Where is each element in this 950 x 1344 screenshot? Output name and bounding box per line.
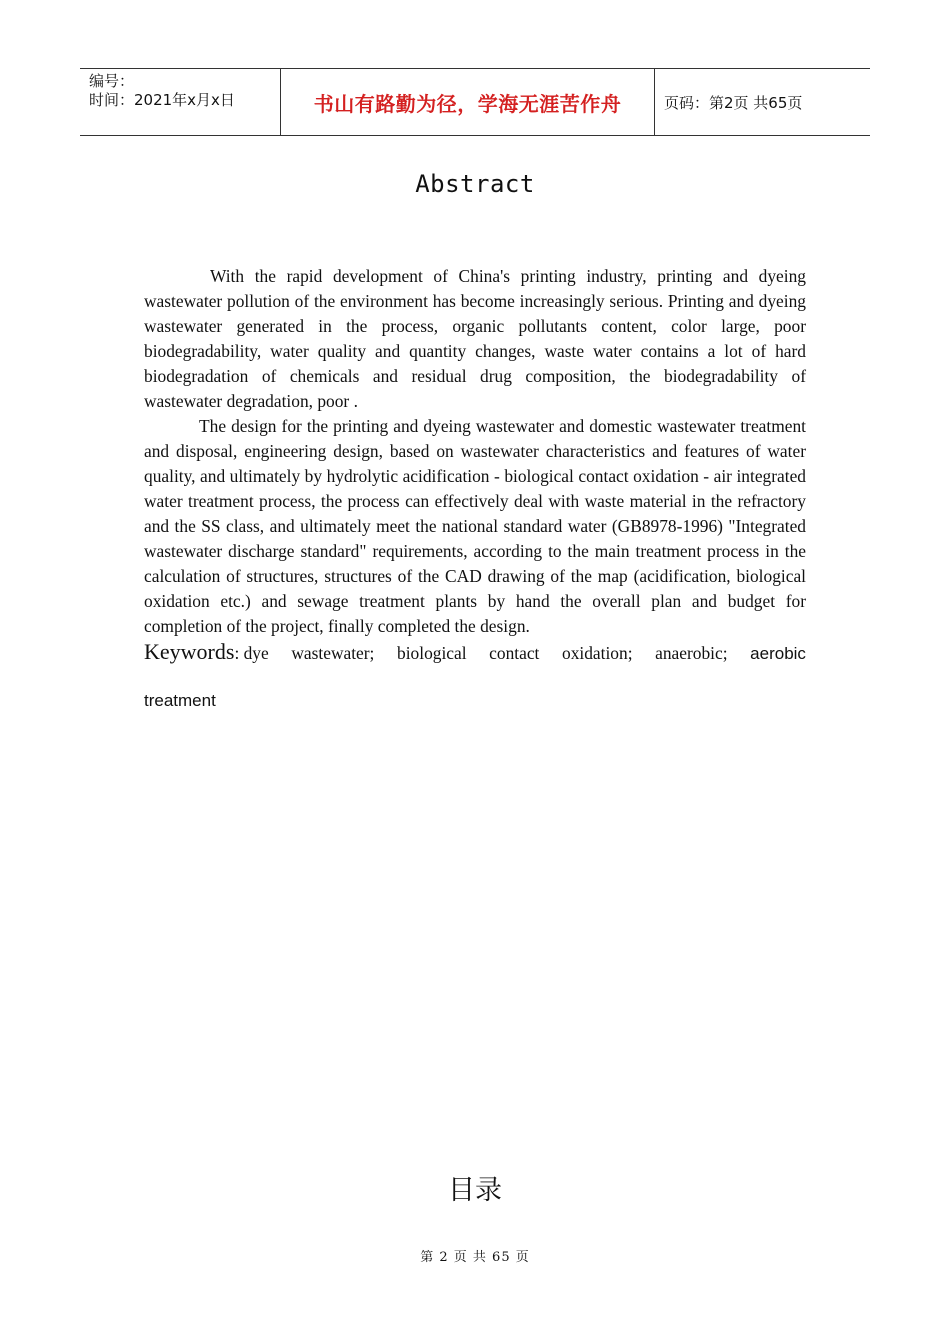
- keyword-term: wastewater;: [291, 643, 375, 663]
- header-meta-cell: [80, 69, 281, 135]
- abstract-title: Abstract: [415, 170, 535, 198]
- keywords-line: [144, 639, 806, 666]
- keywords-label: Keywords: [144, 639, 235, 664]
- keyword-term: biological: [397, 643, 467, 663]
- header-motto: 书山有路勤为径，学海无涯苦作舟: [313, 91, 622, 116]
- header-page-cell: [655, 69, 870, 135]
- document-time: 时间：2021年x月x日: [89, 91, 235, 109]
- page-footer: 第 2 页 共 65 页: [420, 1250, 530, 1265]
- keyword-term: contact: [489, 643, 540, 663]
- keyword-term: aerobic: [750, 644, 806, 663]
- header-page-info: 页码：第2页 共65页: [664, 93, 803, 112]
- toc-title: 目录: [448, 1175, 502, 1206]
- keywords-continuation: treatment: [144, 691, 216, 710]
- header-motto-cell: [281, 69, 655, 135]
- page-header: [80, 68, 870, 136]
- abstract-paragraph-1: With the rapid development of China's printing industry, printing and dyeing wastewater pollution of the environment has become increasingly serious. Printing and dyeing wastewater generated in the process, organic pollutants content, color large, poor biodegradability, water quality and quantity changes, waste water contains a lot of hard biodegradation of chemicals and residual drug composition, the biodegradability of wastewater degradation, poor .: [144, 266, 806, 411]
- document-number-label: 编号：: [89, 72, 135, 90]
- keyword-term: oxidation;: [562, 643, 633, 663]
- abstract-paragraph-2: The design for the printing and dyeing wastewater and domestic wastewater treatment and disposal, engineering design, based on wastewater characteristics and features of water quality, and ultimately by hydrolytic acidification - biological contact oxidation - air integrated water treatment process, the process can effectively deal with waste material in the refractory and the SS class, and ultimately meet the national standard water (GB8978-1996) "Integrated wastewater discharge standard" requirements, according to the main treatment process in the calculation of structures, structures of the CAD drawing of the map (acidification, biological oxidation etc.) and sewage treatment plants by hand the overall plan and budget for completion of the project, finally completed the design.: [144, 416, 806, 636]
- abstract-body: [144, 264, 806, 713]
- keyword-term: : dye: [234, 643, 269, 663]
- keyword-term: anaerobic;: [655, 643, 728, 663]
